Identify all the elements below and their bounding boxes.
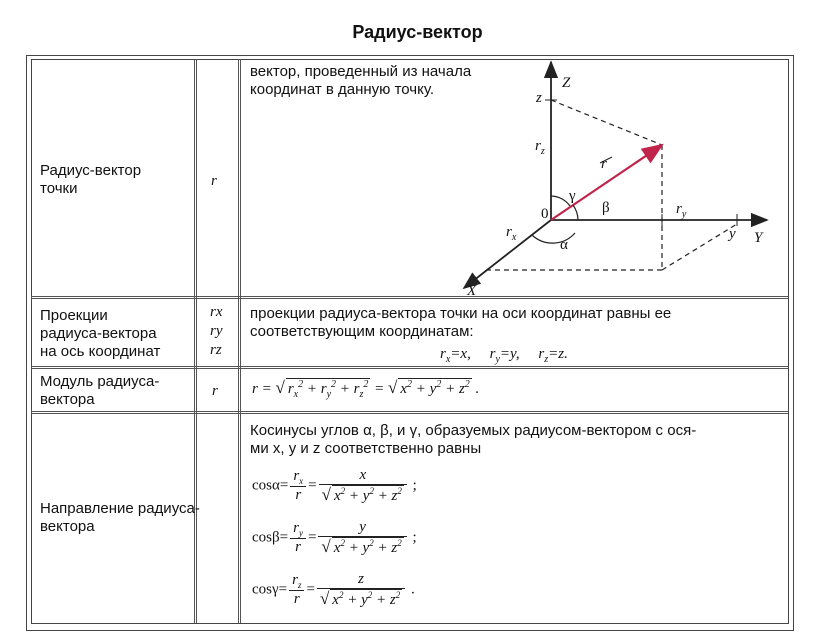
projections-name: Проекции радиуса-вектора на ось координат	[40, 307, 161, 360]
radius-description: вектор, проведенный из начала координат в данную точку.	[250, 63, 472, 98]
modulus-name: Модуль радиуса- вектора	[40, 373, 160, 408]
column-divider-2	[238, 59, 241, 623]
gamma-label: γ	[569, 188, 576, 204]
radius-symbol: r⃗	[211, 173, 229, 189]
cos-gamma-formula: cosγ= $\frac{r_z}{r}$ = $\frac{z}{√ x^2 + y^2 + z^2}$ .	[252, 571, 415, 608]
modulus-formula: r = √ $r_x^2 + r_y^2 + r_z^2$ = √ $x^2 + y^2 + z^2$ .	[252, 378, 480, 400]
point-z-label: z	[536, 90, 542, 106]
direction-description: Косинусы углов α, β, и γ, образуемых радиусом-вектором с ося- ми x, y и z соответственно равны	[250, 422, 697, 457]
alpha-label: α	[560, 237, 568, 253]
beta-label: β	[602, 200, 610, 216]
alpha-arc	[532, 233, 575, 243]
axis-Y-label: Y	[754, 230, 763, 246]
gamma-arc	[551, 196, 570, 206]
rx-label: $r_x$	[506, 224, 517, 243]
projections-description: проекции радиуса-вектора точки на оси координат равны ее соответствующим координатам:	[250, 305, 672, 340]
direction-name: Направление радиуса- вектора	[40, 500, 200, 535]
point-y-label: y	[729, 226, 736, 242]
rz-label: $r_z$	[535, 138, 545, 157]
vector-r-label: r	[601, 156, 607, 172]
axis-Z-label: Z	[562, 75, 571, 91]
projection-equations: $r_x=x$, $r_y=y$, $r_z=z$.	[440, 346, 568, 365]
row-divider-2	[31, 366, 788, 369]
cos-beta-formula: cosβ= $\frac{r_y}{r}$ = $\frac{y}{√ x^2 + y^2 + z^2}$ ;	[252, 519, 417, 556]
beta-arc	[573, 205, 578, 220]
cos-alpha-formula: cosα= $\frac{r_x}{r}$ = $\frac{x}{√ x^2 + y^2 + z^2}$ ;	[252, 467, 417, 504]
modulus-symbol: r	[212, 383, 218, 399]
origin-label: 0	[541, 206, 549, 222]
coordinate-diagram	[440, 55, 785, 300]
radius-name: Радиус-вектор точки	[40, 162, 142, 197]
projection-symbols: rx ry rz	[210, 304, 223, 358]
ry-label: $r_y$	[676, 201, 687, 220]
axis-X-label: X	[467, 283, 477, 299]
page-title: Радиус-вектор	[352, 22, 483, 42]
row-divider-3	[31, 411, 788, 414]
column-divider-1	[194, 59, 197, 623]
